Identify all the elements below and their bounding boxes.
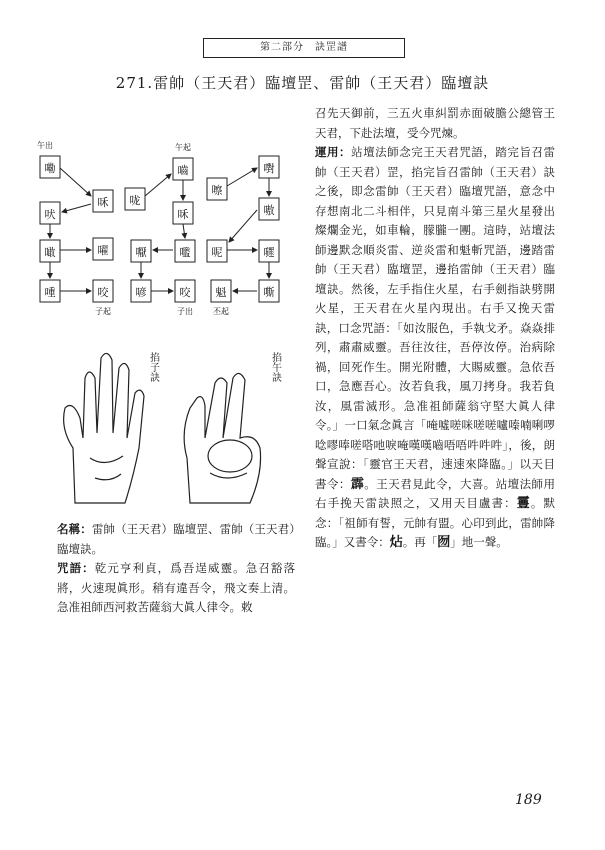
diagram-glyph: 咬 (97, 286, 109, 299)
spell-text: 乾元亨利貞，爲吾逞威靈。急召豁落將，火速現眞形。稍有違吾令，飛文奏上清。急准祖師西河救苦薩翁大眞人律令。敕 (57, 561, 295, 614)
usage-text-4: 。再「 (402, 535, 438, 549)
diagram-glyph: 咬 (179, 286, 191, 299)
name-label: 名稱： (57, 522, 92, 536)
diagram-glyph: 嗷 (263, 204, 275, 217)
usage-text-3: 。默念：「祖師有誓，元帥有盟。心印到此，雷帥降臨。」又書令： (315, 496, 556, 549)
spell-paragraph (57, 559, 295, 618)
diagram-glyph: 喭 (135, 286, 147, 299)
name-paragraph (57, 520, 295, 559)
diagram-glyph: 嚓 (211, 184, 223, 197)
usage-paragraph (315, 143, 555, 553)
usage-text: 站壇法師念完王天君咒語，踏完旨召雷帥（王天君）罡，掐完旨召雷帥（王天君）訣之後，即念雷帥（王天君）臨壇咒語，意念中存想南北二斗相伴，只見南斗第三星火星發出燦爛金光，如車輪，朦朧一團。這時，站壇法師邊默念順炎雷、逆炎雷和魁斬咒語，邊踏雷帥（王天君）臨壇罡，邊掐雷帥（王天君）臨壇訣。然後，左手指住火星，右手劍指訣劈開火星，王天君在火星內現出。右手又挽天雷訣，口念咒語：「如汝服色，手執戈矛。焱焱排列，肅肅威靈。吾往汝往，吾停汝停。治病除禍，回死作生。開光附體，大賜威靈。急依吾口，急應吾心。汝若負我，風刀拷身。我若負汝，風雷滅形。急准祖師薩翁守堅大眞人律令。」一口氣念眞言「唵噓嗟咪嗟嗟嚧嗪喃唎啰唸嘐唪嗟嗒吔唳唵嘆嘆嚙唔唔吽吽吽」，後，朗聲宣說：「靈官王天君，速速來降臨。」以天目書令： (315, 145, 556, 491)
diagram-label: 丕起 (213, 307, 229, 316)
diagram-glyph: 嚈 (135, 246, 147, 259)
diagram-glyph: 嚃 (263, 246, 275, 259)
diagram-glyph: 吠 (44, 208, 56, 221)
spell-label: 咒語： (57, 561, 95, 575)
talisman-seal-1: 霹 (350, 476, 365, 492)
diagram-label: 午起 (175, 143, 191, 152)
diagram-glyph: 嚉 (263, 162, 275, 175)
diagram-glyph: 嚁 (97, 244, 109, 257)
diagram-glyph: 咊 (177, 208, 189, 221)
usage-text-2: 。王天君見此令，大喜。站壇法師用右手挽天雷訣照之，又用天目盧書： (315, 476, 555, 510)
diagram-glyph: 咙 (129, 194, 141, 207)
section-header: 第二部分 訣罡譜 (203, 38, 405, 58)
diagram-glyph: 噉 (44, 246, 56, 259)
usage-text-5: 」地一聲。 (450, 535, 508, 549)
diagram-glyph: 嚂 (179, 246, 191, 259)
diagram-label: 午出 (37, 141, 53, 150)
hand-gestures-illustration (55, 338, 300, 513)
diagram-glyph: 嘶 (263, 286, 275, 299)
talisman-seal-4: 囫 (437, 535, 451, 550)
left-hand-label: 掐子訣 (147, 352, 159, 382)
name-text: 雷帥（王天君）臨壇罡、雷帥（王天君）臨壇訣。 (57, 522, 296, 556)
diagram-glyph: 嚙 (177, 164, 189, 177)
diagram-glyph: 魁 (215, 286, 227, 299)
diagram-label: 子起 (95, 307, 111, 316)
usage-label: 運用： (315, 145, 352, 159)
diagram-glyph: 嘞 (44, 162, 56, 175)
page-title: 271.雷帥（王天君）臨壇罡、雷帥（王天君）臨壇訣 (115, 74, 490, 92)
diagram-glyph: 喠 (44, 286, 56, 299)
diagram-glyph: 咊 (97, 196, 109, 209)
right-column (315, 104, 555, 553)
diagram-label: 子出 (177, 307, 193, 316)
talisman-seal-2: 霻 (516, 496, 531, 511)
right-hand-label: 掐午訣 (269, 352, 281, 382)
left-column (57, 520, 295, 618)
page-number: 189 (515, 792, 542, 808)
diagram-glyph: 呢 (211, 246, 223, 259)
talisman-seal-3: 炶 (389, 535, 403, 550)
step-diagram (35, 138, 300, 328)
intro-paragraph: 召先天御前，三五火車糾罰赤面破膽公總管王天君，下赴法壇，受今咒煉。 (315, 106, 555, 140)
